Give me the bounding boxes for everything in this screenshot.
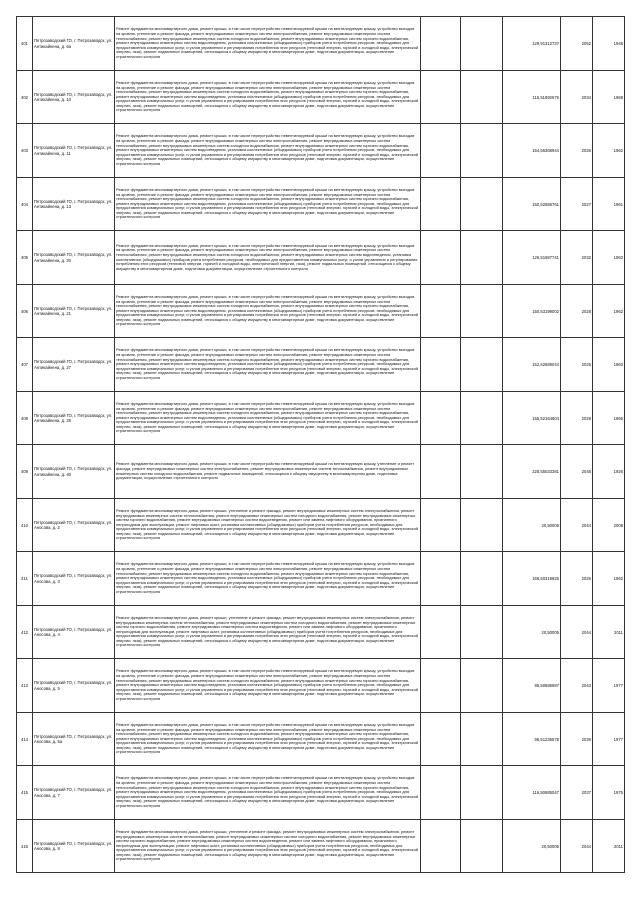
row-build-year: 1977 [593,713,625,766]
row-works-description: Ремонт фундамента многоквартирного дома, ремонт крыши, в том числе переустройство невентилируемой крыши на вентилируемую крышу, устройство выходов на кровлю, утепление и ремонт фасада, ремонт внутридомовых инженерных систем электроснабжения, ремонт внутридомовых инженерных систем теплоснабжения, ремонт внутридомовых инженерных систем холодного водоснабжения, ремонт внутридомовых инженерных систем горячего водоснабжения, ремонт внутридомовых инженерных систем водоотведения, установка коллективных (общедомовых) приборов учета потребления ресурсов, необходимых для предоставления коммунальных услуг, и узлов управления и регулирования потребления этих ресурсов (тепловой энергии, горячей и холодной воды, электрической энергии, газа), ремонт подвальных помещений, относящихся к общему имуществу в многоквартирном доме, подготовка документации, осуществление строительного контроля [115,713,421,766]
row-build-year: 1962 [593,285,625,338]
row-area [421,71,461,124]
table-row [17,606,625,659]
row-planned-year: 2025 [561,338,593,392]
row-build-year: 1961 [593,178,625,231]
row-number: 412 [17,606,33,659]
capital-repair-table [16,16,625,873]
row-area [421,338,461,392]
row-build-year: 2011 [593,606,625,659]
row-area [421,445,461,499]
row-empty-cell [461,445,503,499]
row-empty-cell [461,820,503,873]
row-planned-year: 2028 [561,285,593,338]
table-row [17,124,625,178]
table-row [17,445,625,499]
row-works-description: Ремонт фундамента многоквартирного дома, ремонт крыши, в том числе переустройство невентилируемой крыши на вентилируемую крышу, устройство выходов на кровлю, утепление и ремонт фасада, ремонт внутридомовых инженерных систем электроснабжения, ремонт внутридомовых инженерных систем теплоснабжения, ремонт внутридомовых инженерных систем холодного водоснабжения, ремонт внутридомовых инженерных систем водоотведения, установка коллективных (общедомовых) приборов учета потребления ресурсов, необходимых для предоставления коммунальных услуг, и узлов управления и регулирования потребления этих ресурсов (тепловой энергии, горячей и холодной воды, электрической энергии, газа), ремонт подвальных помещений, относящихся к общему имуществу в многоквартирном доме, подготовка документации, осуществление строительного контроля [115,231,421,285]
row-build-year: 1966 [593,392,625,445]
row-area [421,766,461,820]
row-address: Петрозаводский ГО, г. Петрозаводск, ул. Антикайнена, д. 29 [33,392,115,445]
row-build-year: 1948 [593,17,625,71]
table-row [17,392,625,445]
table-row [17,552,625,606]
row-empty-cell [461,124,503,178]
row-cost: 115,51892676 [503,71,561,124]
row-build-year: 2008 [593,499,625,552]
row-works-description: Ремонт фундамента многоквартирного дома, ремонт крыши, в том числе переустройство невентилируемой крыши на вентилируемую крышу, устройство выходов на кровлю, утепление и ремонт фасада, ремонт внутридомовых инженерных систем электроснабжения, ремонт внутридомовых инженерных систем теплоснабжения, ремонт внутридомовых инженерных систем холодного водоснабжения, ремонт внутридомовых инженерных систем горячего водоснабжения, ремонт внутридомовых инженерных систем водоотведения, установка коллективных (общедомовых) приборов учета потребления ресурсов, необходимых для предоставления коммунальных услуг, и узлов управления и регулирования потребления этих ресурсов (тепловой энергии, горячей и холодной воды, электрической энергии, газа), ремонт подвальных помещений, относящихся к общему имуществу в многоквартирном доме, подготовка документации, осуществление строительного контроля [115,71,421,124]
row-planned-year: 2052 [561,17,593,71]
row-works-description: Ремонт фундамента многоквартирного дома, ремонт крыши, в том числе переустройство невентилируемой крыши на вентилируемую крышу, утепление и ремонт фасада, ремонт внутридомовых инженерных систем электроснабжения, ремонт внутридомовых инженерных систем теплоснабжения, ремонт внутридомовых инженерных систем холодного водоснабжения, ремонт подвальных помещений, относящихся к общему имуществу в многоквартирном доме, подготовка документации, осуществление строительного контроля [115,445,421,499]
row-works-description: Ремонт фундамента многоквартирного дома, ремонт крыши, в том числе переустройство невентилируемой крыши на вентилируемую крышу, устройство выходов на кровлю, утепление и ремонт фасада, ремонт внутридомовых инженерных систем электроснабжения, ремонт внутридомовых инженерных систем теплоснабжения, ремонт внутридомовых инженерных систем холодного водоснабжения, ремонт внутридомовых инженерных систем горячего водоснабжения, ремонт внутридомовых инженерных систем водоотведения, установка коллективных (общедомовых) приборов учета потребления ресурсов, необходимых для предоставления коммунальных услуг, и узлов управления и регулирования потребления этих ресурсов (тепловой энергии, горячей и холодной воды, электрической энергии, газа), ремонт подвальных помещений, относящихся к общему имуществу в многоквартирном доме, подготовка документации, осуществление строительного контроля [115,178,421,231]
row-empty-cell [461,606,503,659]
table-row [17,178,625,231]
row-address: Петрозаводский ГО, г. Петрозаводск, ул. Аносова, д. 2 [33,499,115,552]
table-row [17,285,625,338]
table-body [17,17,625,873]
row-planned-year: 2026 [561,552,593,606]
row-cost: 95,50686687 [503,659,561,713]
row-number: 415 [17,766,33,820]
row-planned-year: 2044 [561,820,593,873]
row-build-year: 1962 [593,124,625,178]
table-row [17,17,625,71]
row-area [421,124,461,178]
table-row [17,659,625,713]
row-area [421,552,461,606]
row-area [421,17,461,71]
row-cost: 129,91312737 [503,17,561,71]
row-cost: 96,51236578 [503,713,561,766]
row-cost: 154,55368944 [503,124,561,178]
row-planned-year: 2027 [561,178,593,231]
row-area [421,820,461,873]
row-planned-year: 2032 [561,231,593,285]
row-address: Петрозаводский ГО, г. Петрозаводск, ул. Антикайнена, д. 27 [33,338,115,392]
row-cost: 20,50005 [503,499,561,552]
row-cost: 152,52689044 [503,338,561,392]
row-empty-cell [461,17,503,71]
row-empty-cell [461,766,503,820]
row-address: Петрозаводский ГО, г. Петрозаводск, ул. Антикайнена, д. 6а [33,17,115,71]
row-number: 403 [17,124,33,178]
row-works-description: Ремонт фундамента многоквартирного дома, ремонт крыши, утепление и ремонт фасада, ремонт внутридомовых инженерных систем электроснабжения, ремонт внутридомовых инженерных систем теплоснабжения, ремонт внутридомовых инженерных систем холодного водоснабжения, ремонт внутридомовых инженерных систем горячего водоснабжения, ремонт внутридомовых инженерных систем водоотведения, ремонт или замена лифтового оборудования, признанного непригодным для эксплуатации, ремонт лифтовых шахт, установка коллективных (общедомовых) приборов учета потребления ресурсов, необходимых для предоставления коммунальных услуг, и узлов управления и регулирования потребления этих ресурсов (тепловой энергии, горячей и холодной воды, электрической энергии, газа), ремонт подвальных помещений, относящихся к общему имуществу в многоквартирном доме, подготовка документации, осуществление строительного контроля [115,499,421,552]
row-build-year: 1975 [593,766,625,820]
table-row [17,231,625,285]
row-address: Петрозаводский ГО, г. Петрозаводск, ул. Антикайнена, д. 11 [33,124,115,178]
row-number: 408 [17,392,33,445]
row-address: Петрозаводский ГО, г. Петрозаводск, ул. Антикайнена, д. 20 [33,231,115,285]
capital-repair-table-sheet [16,16,624,873]
row-planned-year: 2026 [561,124,593,178]
row-number: 406 [17,285,33,338]
row-build-year: 1963 [593,231,625,285]
row-empty-cell [461,285,503,338]
table-row [17,713,625,766]
row-works-description: Ремонт фундамента многоквартирного дома, ремонт крыши, в том числе переустройство невентилируемой крыши на вентилируемую крышу, устройство выходов на кровлю, утепление и ремонт фасада, ремонт внутридомовых инженерных систем электроснабжения, ремонт внутридомовых инженерных систем теплоснабжения, ремонт внутридомовых инженерных систем холодного водоснабжения, ремонт внутридомовых инженерных систем горячего водоснабжения, ремонт внутридомовых инженерных систем водоотведения, установка коллективных (общедомовых) приборов учета потребления ресурсов, необходимых для предоставления коммунальных услуг, и узлов управления и регулирования потребления этих ресурсов (тепловой энергии, горячей и холодной воды, электрической энергии, газа), ремонт подвальных помещений, относящихся к общему имуществу в многоквартирном доме, подготовка документации, осуществление строительного контроля [115,659,421,713]
row-number: 401 [17,17,33,71]
row-empty-cell [461,392,503,445]
row-number: 405 [17,231,33,285]
row-address: Петрозаводский ГО, г. Петрозаводск, ул. Антикайнена, д. 10 [33,71,115,124]
row-planned-year: 2029 [561,392,593,445]
row-works-description: Ремонт фундамента многоквартирного дома, ремонт крыши, в том числе переустройство невентилируемой крыши на вентилируемую крышу, устройство выходов на кровлю, утепление и ремонт фасада, ремонт внутридомовых инженерных систем электроснабжения, ремонт внутридомовых инженерных систем теплоснабжения, ремонт внутридомовых инженерных систем холодного водоснабжения, ремонт внутридомовых инженерных систем горячего водоснабжения, ремонт внутридомовых инженерных систем водоотведения, установка коллективных (общедомовых) приборов учета потребления ресурсов, необходимых для предоставления коммунальных услуг, и узлов управления и регулирования потребления этих ресурсов (тепловой энергии, горячей и холодной воды, электрической энергии, газа), ремонт подвальных помещений, относящихся к общему имуществу в многоквартирном доме, подготовка документации, осуществление строительного контроля [115,766,421,820]
row-number: 410 [17,499,33,552]
row-build-year: 1968 [593,71,625,124]
row-cost: 116,50685047 [503,766,561,820]
row-address: Петрозаводский ГО, г. Петрозаводск, ул. Аносова, д. 3 [33,552,115,606]
table-row [17,499,625,552]
table-row [17,71,625,124]
row-works-description: Ремонт фундамента многоквартирного дома, ремонт крыши, в том числе переустройство невентилируемой крыши на вентилируемую крышу, устройство выходов на кровлю, утепление и ремонт фасада, ремонт внутридомовых инженерных систем электроснабжения, ремонт внутридомовых инженерных систем теплоснабжения, ремонт внутридомовых инженерных систем холодного водоснабжения, ремонт внутридомовых инженерных систем горячего водоснабжения, ремонт внутридомовых инженерных систем водоотведения, установка коллективных (общедомовых) приборов учета потребления ресурсов, необходимых для предоставления коммунальных услуг, и узлов управления и регулирования потребления этих ресурсов (тепловой энергии, горячей и холодной воды, электрической энергии, газа), ремонт подвальных помещений, относящихся к общему имуществу в многоквартирном доме, подготовка документации, осуществление строительного контроля [115,17,421,71]
row-planned-year: 2043 [561,659,593,713]
row-address: Петрозаводский ГО, г. Петрозаводск, ул. Аносова, д. 5а [33,713,115,766]
row-address: Петрозаводский ГО, г. Петрозаводск, ул. Аносова, д. 4 [33,606,115,659]
row-cost: 228,55033381 [503,445,561,499]
row-number: 413 [17,659,33,713]
row-area [421,231,461,285]
row-empty-cell [461,552,503,606]
row-area [421,499,461,552]
table-row [17,766,625,820]
row-area [421,285,461,338]
table-row [17,338,625,392]
row-number: 409 [17,445,33,499]
row-works-description: Ремонт фундамента многоквартирного дома, ремонт крыши, утепление и ремонт фасада, ремонт внутридомовых инженерных систем электроснабжения, ремонт внутридомовых инженерных систем теплоснабжения, ремонт внутридомовых инженерных систем холодного водоснабжения, ремонт внутридомовых инженерных систем горячего водоснабжения, ремонт внутридомовых инженерных систем водоотведения, ремонт или замена лифтового оборудования, признанного непригодным для эксплуатации, ремонт лифтовых шахт, установка коллективных (общедомовых) приборов учета потребления ресурсов, необходимых для предоставления коммунальных услуг, и узлов управления и регулирования потребления этих ресурсов (тепловой энергии, горячей и холодной воды, электрической энергии, газа), ремонт подвальных помещений, относящихся к общему имуществу в многоквартирном доме, подготовка документации, осуществление строительного контроля [115,606,421,659]
row-address: Петрозаводский ГО, г. Петрозаводск, ул. Антикайнена, д. 40 [33,445,115,499]
row-area [421,659,461,713]
row-cost: 155,52164604 [503,392,561,445]
row-cost: 166,50319825 [503,552,561,606]
row-empty-cell [461,231,503,285]
row-cost: 150,52586761 [503,178,561,231]
row-number: 404 [17,178,33,231]
table-row [17,820,625,873]
row-number: 416 [17,820,33,873]
row-cost: 20,50005 [503,820,561,873]
row-planned-year: 2039 [561,713,593,766]
row-area [421,713,461,766]
row-build-year: 1977 [593,659,625,713]
row-area [421,606,461,659]
row-area [421,392,461,445]
row-address: Петрозаводский ГО, г. Петрозаводск, ул. Аносова, д. 8 [33,820,115,873]
row-build-year: 1926 [593,445,625,499]
row-planned-year: 2037 [561,766,593,820]
row-number: 402 [17,71,33,124]
row-number: 407 [17,338,33,392]
row-works-description: Ремонт фундамента многоквартирного дома, ремонт крыши, в том числе переустройство невентилируемой крыши на вентилируемую крышу, устройство выходов на кровлю, утепление и ремонт фасада, ремонт внутридомовых инженерных систем электроснабжения, ремонт внутридомовых инженерных систем теплоснабжения, ремонт внутридомовых инженерных систем холодного водоснабжения, ремонт внутридомовых инженерных систем горячего водоснабжения, ремонт внутридомовых инженерных систем водоотведения, установка коллективных (общедомовых) приборов учета потребления ресурсов, необходимых для предоставления коммунальных услуг, и узлов управления и регулирования потребления этих ресурсов (тепловой энергии, горячей и холодной воды, электрической энергии, газа), ремонт подвальных помещений, относящихся к общему имуществу в многоквартирном доме, подготовка документации, осуществление строительного контроля [115,285,421,338]
row-works-description: Ремонт фундамента многоквартирного дома, ремонт крыши, в том числе переустройство невентилируемой крыши на вентилируемую крышу, устройство выходов на кровлю, утепление и ремонт фасада, ремонт внутридомовых инженерных систем электроснабжения, ремонт внутридомовых инженерных систем теплоснабжения, ремонт внутридомовых инженерных систем холодного водоснабжения, ремонт внутридомовых инженерных систем горячего водоснабжения, ремонт внутридомовых инженерных систем водоотведения, установка коллективных (общедомовых) приборов учета потребления ресурсов, необходимых для предоставления коммунальных услуг, и узлов управления и регулирования потребления этих ресурсов (тепловой энергии, горячей и холодной воды, электрической энергии, газа), ремонт подвальных помещений, относящихся к общему имуществу в многоквартирном доме, подготовка документации, осуществление строительного контроля [115,124,421,178]
row-cost: 150,53199002 [503,285,561,338]
row-build-year: 1962 [593,552,625,606]
row-address: Петрозаводский ГО, г. Петрозаводск, ул. Аносова, д. 7 [33,766,115,820]
row-works-description: Ремонт фундамента многоквартирного дома, ремонт крыши, в том числе переустройство невентилируемой крыши на вентилируемую крышу, устройство выходов на кровлю, утепление и ремонт фасада, ремонт внутридомовых инженерных систем электроснабжения, ремонт внутридомовых инженерных систем теплоснабжения, ремонт внутридомовых инженерных систем холодного водоснабжения, ремонт внутридомовых инженерных систем горячего водоснабжения, ремонт внутридомовых инженерных систем водоотведения, установка коллективных (общедомовых) приборов учета потребления ресурсов, необходимых для предоставления коммунальных услуг, и узлов управления и регулирования потребления этих ресурсов (тепловой энергии, горячей и холодной воды, электрической энергии, газа), ремонт подвальных помещений, относящихся к общему имуществу в многоквартирном доме, подготовка документации, осуществление строительного контроля [115,392,421,445]
row-empty-cell [461,713,503,766]
row-number: 411 [17,552,33,606]
row-empty-cell [461,659,503,713]
row-build-year: 1963 [593,338,625,392]
row-planned-year: 2044 [561,499,593,552]
row-address: Петрозаводский ГО, г. Петрозаводск, ул. Антикайнена, д. 21 [33,285,115,338]
row-works-description: Ремонт фундамента многоквартирного дома, ремонт крыши, в том числе переустройство невентилируемой крыши на вентилируемую крышу, устройство выходов на кровлю, утепление и ремонт фасада, ремонт внутридомовых инженерных систем электроснабжения, ремонт внутридомовых инженерных систем теплоснабжения, ремонт внутридомовых инженерных систем холодного водоснабжения, ремонт внутридомовых инженерных систем горячего водоснабжения, ремонт внутридомовых инженерных систем водоотведения, установка коллективных (общедомовых) приборов учета потребления ресурсов, необходимых для предоставления коммунальных услуг, и узлов управления и регулирования потребления этих ресурсов (тепловой энергии, горячей и холодной воды, электрической энергии, газа), ремонт подвальных помещений, относящихся к общему имуществу в многоквартирном доме, подготовка документации, осуществление строительного контроля [115,552,421,606]
row-address: Петрозаводский ГО, г. Петрозаводск, ул. Аносова, д. 5 [33,659,115,713]
row-empty-cell [461,499,503,552]
row-empty-cell [461,338,503,392]
row-works-description: Ремонт фундамента многоквартирного дома, ремонт крыши, утепление и ремонт фасада, ремонт внутридомовых инженерных систем электроснабжения, ремонт внутридомовых инженерных систем теплоснабжения, ремонт внутридомовых инженерных систем холодного водоснабжения, ремонт внутридомовых инженерных систем горячего водоснабжения, ремонт внутридомовых инженерных систем водоотведения, ремонт или замена лифтового оборудования, признанного непригодным для эксплуатации, ремонт лифтовых шахт, установка коллективных (общедомовых) приборов учета потребления ресурсов, необходимых для предоставления коммунальных услуг, и узлов управления и регулирования потребления этих ресурсов (тепловой энергии, горячей и холодной воды, электрической энергии, газа), ремонт подвальных помещений, относящихся к общему имуществу в многоквартирном доме, подготовка документации, осуществление строительного контроля [115,820,421,873]
row-address: Петрозаводский ГО, г. Петрозаводск, ул. Антикайнена, д. 13 [33,178,115,231]
row-build-year: 2011 [593,820,625,873]
row-empty-cell [461,178,503,231]
row-planned-year: 2034 [561,71,593,124]
row-planned-year: 2044 [561,606,593,659]
row-number: 414 [17,713,33,766]
row-empty-cell [461,71,503,124]
row-works-description: Ремонт фундамента многоквартирного дома, ремонт крыши, в том числе переустройство невентилируемой крыши на вентилируемую крышу, устройство выходов на кровлю, утепление и ремонт фасада, ремонт внутридомовых инженерных систем электроснабжения, ремонт внутридомовых инженерных систем теплоснабжения, ремонт внутридомовых инженерных систем холодного водоснабжения, ремонт внутридомовых инженерных систем горячего водоснабжения, ремонт внутридомовых инженерных систем водоотведения, установка коллективных (общедомовых) приборов учета потребления ресурсов, необходимых для предоставления коммунальных услуг, и узлов управления и регулирования потребления этих ресурсов (тепловой энергии, горячей и холодной воды, электрической энергии, газа), ремонт подвальных помещений, относящихся к общему имуществу в многоквартирном доме, подготовка документации, осуществление строительного контроля [115,338,421,392]
row-cost: 126,51687741 [503,231,561,285]
row-cost: 20,50005 [503,606,561,659]
row-area [421,178,461,231]
row-planned-year: 2048 [561,445,593,499]
